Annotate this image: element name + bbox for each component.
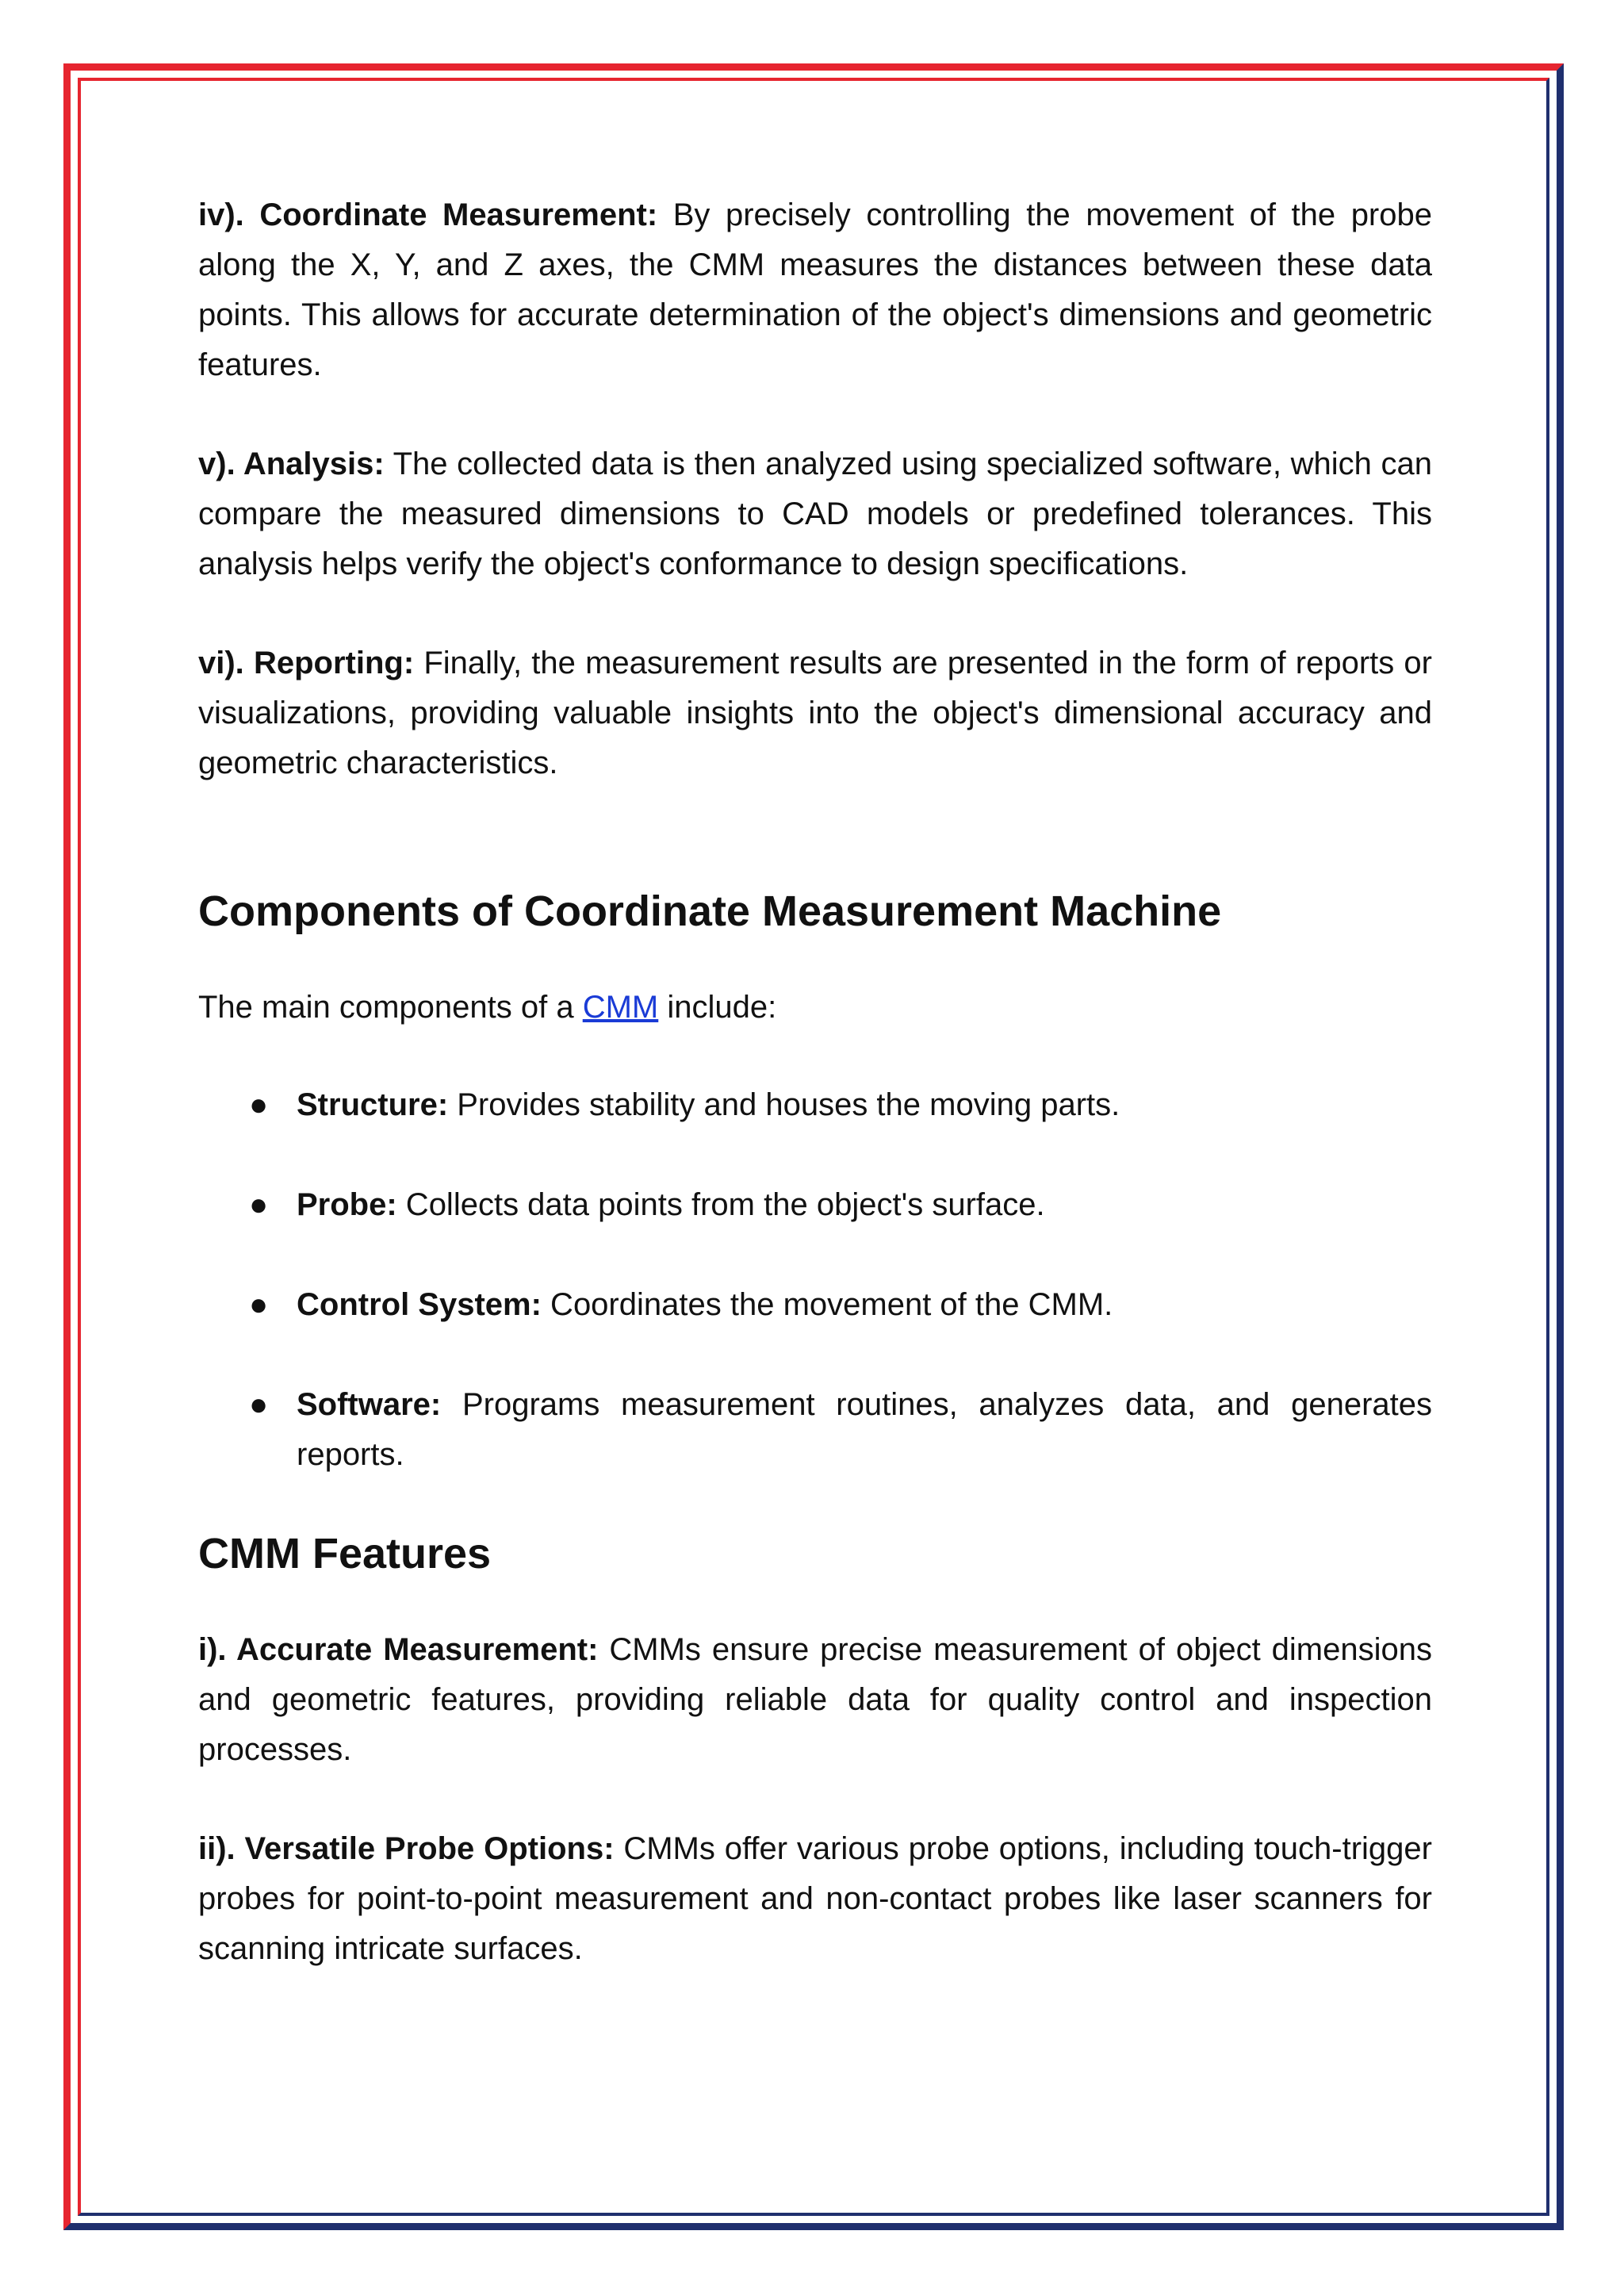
components-list xyxy=(198,1080,1432,1480)
paragraph-analysis xyxy=(198,439,1432,589)
bullet-icon: ● xyxy=(249,1087,269,1122)
paragraph-coordinate-measurement xyxy=(198,190,1432,390)
list-item-structure xyxy=(198,1080,1432,1130)
list-item-label: Structure: xyxy=(297,1087,449,1122)
list-item-control-system xyxy=(198,1280,1432,1330)
paragraph-label: i). Accurate Measurement: xyxy=(198,1632,599,1667)
paragraph-text: CMMs offer various probe options, including touch-trigger probes for point-to-point measurement and non-contact probes like laser scanners for scanning intricate surfaces. xyxy=(198,1831,1432,1966)
paragraph-text: Finally, the measurement results are presented in the form of reports or visualizations, providing valuable insights into the object's dimensional accuracy and geometric characteristics. xyxy=(198,646,1433,780)
intro-text-after: include: xyxy=(658,990,777,1025)
document-body xyxy=(198,190,1432,2023)
list-item-text: Programs measurement routines, analyzes data, and generates reports. xyxy=(297,1387,1432,1472)
intro-text-before: The main components of a xyxy=(198,990,583,1025)
list-item-probe xyxy=(198,1180,1432,1230)
list-item-software xyxy=(198,1380,1432,1480)
cmm-link[interactable]: CMM xyxy=(582,990,659,1025)
list-item-label: Control System: xyxy=(297,1287,542,1322)
list-item-text: Collects data points from the object's surface. xyxy=(396,1187,1045,1222)
paragraph-versatile-probe-options xyxy=(198,1824,1432,1974)
bullet-icon: ● xyxy=(249,1387,269,1422)
features-heading: CMM Features xyxy=(198,1530,492,1577)
paragraph-label: v). Analysis: xyxy=(198,447,385,481)
paragraph-label: iv). Coordinate Measurement: xyxy=(198,197,658,232)
list-item-text: Provides stability and houses the moving parts. xyxy=(448,1087,1120,1122)
list-item-label: Software: xyxy=(297,1387,442,1422)
paragraph-label: ii). Versatile Probe Options: xyxy=(198,1831,615,1866)
bullet-icon: ● xyxy=(249,1287,269,1322)
paragraph-reporting xyxy=(198,638,1432,788)
paragraph-text: By precisely controlling the movement of the probe along the X, Y, and Z axes, the CMM measures the distances between these data points. This allows for accurate determination of the object's dimensions and geometric features. xyxy=(198,197,1432,382)
list-item-label: Probe: xyxy=(297,1187,397,1222)
bullet-icon: ● xyxy=(249,1187,269,1222)
list-item-text: Coordinates the movement of the CMM. xyxy=(541,1287,1113,1322)
paragraph-text: The collected data is then analyzed using specialized software, which can compare the measured dimensions to CAD models or predefined tolerances. This analysis helps verify the object's conformance to design specifications. xyxy=(198,447,1432,581)
paragraph-text: CMMs ensure precise measurement of object dimensions and geometric features, providing reliable data for quality control and inspection processes. xyxy=(198,1632,1433,1767)
components-intro xyxy=(198,983,1432,1033)
paragraph-label: vi). Reporting: xyxy=(198,646,415,680)
paragraph-accurate-measurement xyxy=(198,1625,1432,1775)
components-heading: Components of Coordinate Measurement Machine xyxy=(198,887,1222,935)
